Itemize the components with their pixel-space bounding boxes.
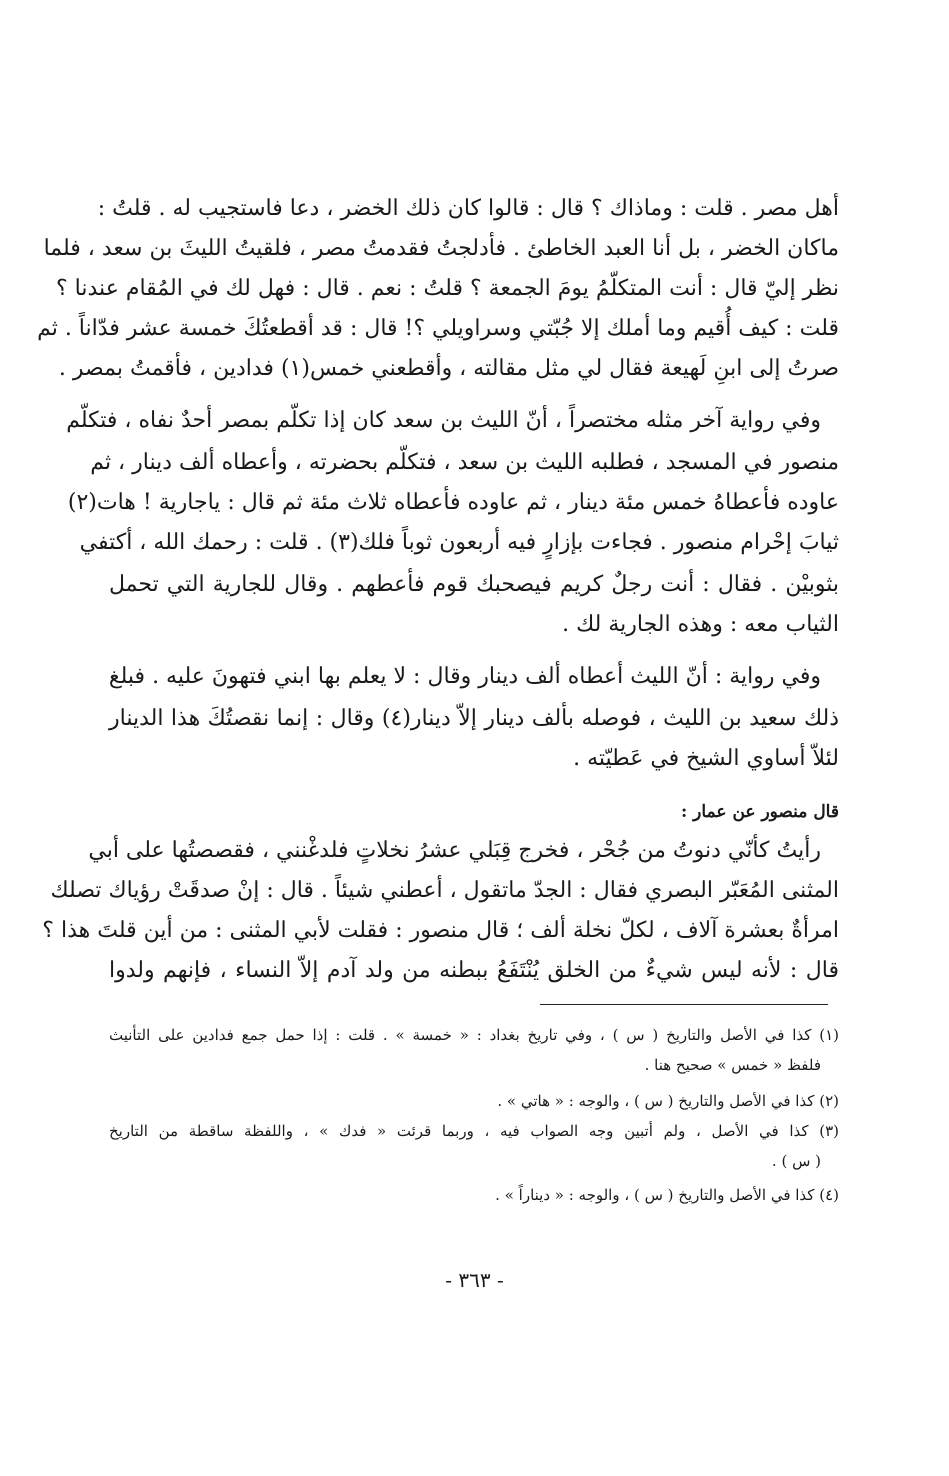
footnote-1-line-2: فلفظ « خمس » صحيح هنا . — [644, 1056, 821, 1074]
paragraph-4-line-3: امرأةٌ بعشرة آلاف ، لكلّ نخلة ألف ؛ قال منصور : فقلت لأبي المثنى : من أين قلتَ هذا ؟ — [42, 918, 839, 943]
paragraph-2-line-3: عاوده فأعطاهُ خمس مئة دينار ، ثم عاوده فأعطاه ثلاث مئة ثم قال : ياجارية ! هات(٢) — [67, 490, 839, 515]
paragraph-4-line-1: رأيتُ كأنّي دنوتُ من جُحْر ، فخرج قِبَلي عشرُ نخلاتٍ فلدغْنني ، فقصصتُها على أبي — [88, 838, 821, 863]
paragraph-1-line-3: نظر إليّ قال : أنت المتكلّمُ يومَ الجمعة ؟ قلتُ : نعم . قال : فهل لك في المُقام عندنا ؟ — [56, 276, 839, 301]
paragraph-2-line-6: الثياب معه : وهذه الجارية لك . — [562, 612, 839, 637]
paragraph-4-line-4: قال : لأنه ليس شيءٌ من الخلق يُنْتَفَعُ ببطنه من ولد آدم إلاّ النساء ، فإنهم ولدوا — [109, 958, 839, 983]
paragraph-1-line-4: قلت : كيف أُقيم وما أملك إلا جُبّتي وسراويلي ؟! قال : قد أقطعتُكَ خمسة عشر فدّاناً . ثم — [37, 316, 839, 341]
footnote-4: (٤) كذا في الأصل والتاريخ ( س ) ، والوجه : « ديناراً » . — [495, 1186, 839, 1204]
paragraph-3-line-3: لئلاّ أساوي الشيخ في عَطيّته . — [573, 746, 839, 771]
paragraph-1-line-2: ماكان الخضر ، بل أنا العبد الخاطئ . فأدلجتُ فقدمتُ مصر ، فلقيتُ الليثَ بن سعد ، فلما — [43, 236, 839, 261]
section-subheading: قال منصور عن عمار : — [680, 802, 839, 822]
footnote-1-line-1: (١) كذا في الأصل والتاريخ ( س ) ، وفي تاريخ بغداد : « خمسة » . قلت : إذا حمل جمع فدادين على التأنيث — [109, 1026, 839, 1044]
paragraph-3-line-1: وفي رواية : أنّ الليث أعطاه ألف دينار وقال : لا يعلم بها ابني فتهونَ عليه . فبلغ — [108, 664, 821, 689]
page-number: - ٣٦٣ - — [445, 1268, 504, 1292]
footnote-3-line-1: (٣) كذا في الأصل ، ولم أتبين وجه الصواب فيه ، وربما قرئت « فدك » ، واللفظة ساقطة من التاريخ — [109, 1122, 839, 1140]
paragraph-1-line-5: صرتُ إلى ابنِ لَهيعة فقال لي مثل مقالته ، وأقطعني خمس(١) فدادين ، فأقمتُ بمصر . — [58, 356, 839, 381]
paragraph-2-line-4: ثيابَ إحْرام منصور . فجاءت بإزارٍ فيه أربعون ثوباً فلك(٣) . قلت : رحمك الله ، أكتفي — [79, 530, 839, 555]
paragraph-2-line-1: وفي رواية آخر مثله مختصراً ، أنّ الليث بن سعد كان إذا تكلّم بمصر أحدٌ نفاه ، فتكلّم — [66, 408, 821, 433]
footnote-separator — [540, 1004, 828, 1005]
paragraph-2-line-5: بثوبيْن . فقال : أنت رجلٌ كريم فيصحبك قوم فأعطهم . وقال للجارية التي تحمل — [109, 572, 839, 597]
footnote-2: (٢) كذا في الأصل والتاريخ ( س ) ، والوجه : « هاتي » . — [497, 1092, 839, 1110]
paragraph-1-line-1: أهل مصر . قلت : وماذاك ؟ قال : قالوا كان ذلك الخضر ، دعا فاستجيب له . قلتُ : — [97, 196, 839, 221]
paragraph-2-line-2: منصور في المسجد ، فطلبه الليث بن سعد ، فتكلّم بحضرته ، وأعطاه ألف دينار ، ثم — [90, 450, 839, 475]
footnote-3-line-2: ( س ) . — [771, 1152, 821, 1170]
paragraph-4-line-2: المثنى المُعَبّر البصري فقال : الجدّ ماتقول ، أعطني شيئاً . قال : إنْ صدقَتْ رؤياك تصلك — [50, 878, 839, 903]
paragraph-3-line-2: ذلك سعيد بن الليث ، فوصله بألف دينار إلاّ دينار(٤) وقال : إنما نقصتُكَ هذا الدينار — [109, 706, 840, 731]
